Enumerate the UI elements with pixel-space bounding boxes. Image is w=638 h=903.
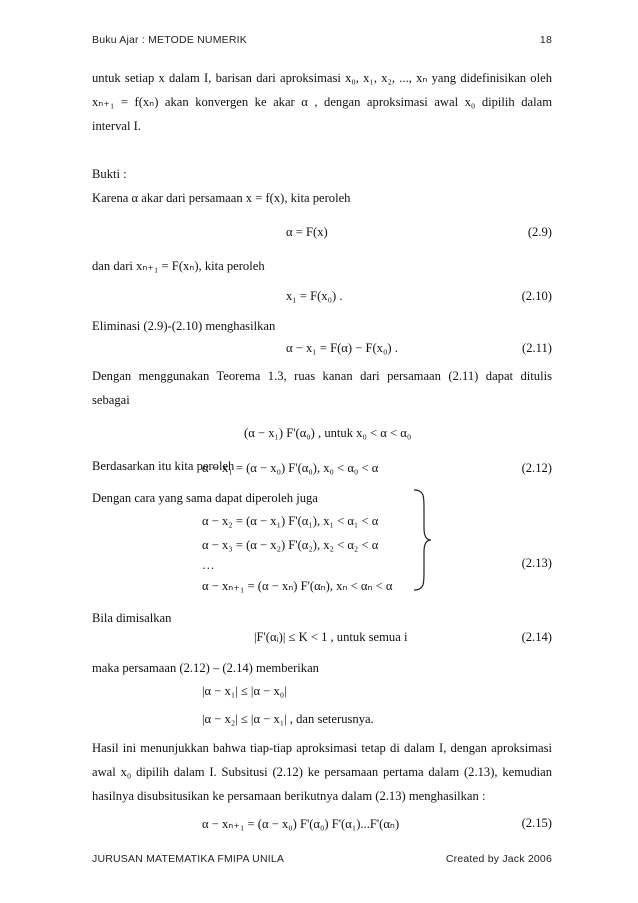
footer-department: JURUSAN MATEMATIKA FMIPA UNILA: [92, 853, 285, 865]
text-line: Karena α akar dari persamaan x = f(x), kita peroleh: [92, 191, 351, 205]
text-line: hasilnya disubsitusikan ke persamaan berikutnya dalam (2.13) menghasilkan :: [92, 789, 486, 803]
equation-number: (2.14): [521, 630, 552, 644]
inequality-1: |α − x₁| ≤ |α − x₀|: [202, 684, 287, 698]
equation-number: (2.13): [521, 556, 552, 570]
equation-2-13-line: α − x₃ = (α − x₂) F'(α₂), x₂ < α₂ < α: [202, 538, 379, 552]
equation-2-12: α − x₁ = (α − x₀) F'(α₀), x₀ < α₀ < α: [202, 461, 379, 475]
paragraph-hasil: [92, 736, 552, 784]
text-line: untuk setiap x dalam I, barisan dari aproksimasi x₀, x₁, x₂, ..., xₙ yang didefinisikan oleh: [92, 71, 552, 85]
equation-2-13-line: …: [202, 558, 215, 572]
equation-number: (2.10): [521, 289, 552, 303]
paragraph-theorem-statement: [92, 66, 552, 114]
page-number: 18: [539, 34, 552, 46]
equation-2-13-line: α − x₂ = (α − x₁) F'(α₁), x₁ < α₁ < α: [202, 514, 379, 528]
page-header: [92, 34, 552, 46]
equation-2-15: α − xₙ₊₁ = (α − x₀) F'(α₀) F'(α₁)...F'(αₙ): [202, 817, 400, 831]
book-title: Buku Ajar : METODE NUMERIK: [92, 34, 247, 46]
equation-2-13-line: α − xₙ₊₁ = (α − xₙ) F'(αₙ), xₙ < αₙ < α: [202, 579, 393, 593]
text-line: xₙ₊₁ = f(xₙ) akan konvergen ke akar α , dengan aproksimasi awal x₀ dipilih dalam: [92, 95, 552, 109]
paragraph-teorema: [92, 364, 552, 388]
text-line: dan dari xₙ₊₁ = F(xₙ), kita peroleh: [92, 259, 265, 273]
text-line: Berdasarkan itu kita peroleh: [92, 459, 235, 473]
equation-number: (2.15): [521, 816, 552, 830]
text-line: interval I.: [92, 119, 141, 133]
bukti-label: Bukti :: [92, 167, 127, 181]
text-line: Eliminasi (2.9)-(2.10) menghasilkan: [92, 319, 276, 333]
text-line: Dengan cara yang sama dapat diperoleh juga: [92, 491, 318, 505]
equation-2-14: |F'(αᵢ)| ≤ K < 1 , untuk semua i: [254, 630, 408, 644]
equation-2-10: x₁ = F(x₀) .: [286, 289, 343, 303]
text-line: maka persamaan (2.12) – (2.14) memberikan: [92, 661, 319, 675]
text-line: Hasil ini menunjukkan bahwa tiap-tiap aproksimasi tetap di dalam I, dengan aproksimasi: [92, 741, 552, 755]
equation-sebagai: (α − x₁) F'(α₀) , untuk x₀ < α < α₀: [244, 426, 412, 440]
page-footer: [92, 853, 552, 865]
equation-number: (2.11): [522, 341, 552, 355]
footer-credit: Created by Jack 2006: [445, 853, 552, 865]
right-brace-icon: [412, 488, 432, 592]
text-line: Bila dimisalkan: [92, 611, 172, 625]
inequality-2: |α − x₂| ≤ |α − x₁| , dan seterusnya.: [202, 712, 374, 726]
equation-2-11: α − x₁ = F(α) − F(x₀) .: [286, 341, 398, 355]
text-line: sebagai: [92, 393, 130, 407]
text-line: Dengan menggunakan Teorema 1.3, ruas kanan dari persamaan (2.11) dapat ditulis: [92, 369, 552, 383]
equation-number: (2.12): [521, 461, 552, 475]
equation-2-9: α = F(x): [286, 225, 328, 239]
text-line: awal x₀ dipilih dalam I. Subsitusi (2.12) ke persamaan pertama dalam (2.13), kemudian: [92, 765, 552, 779]
equation-number: (2.9): [527, 225, 552, 239]
